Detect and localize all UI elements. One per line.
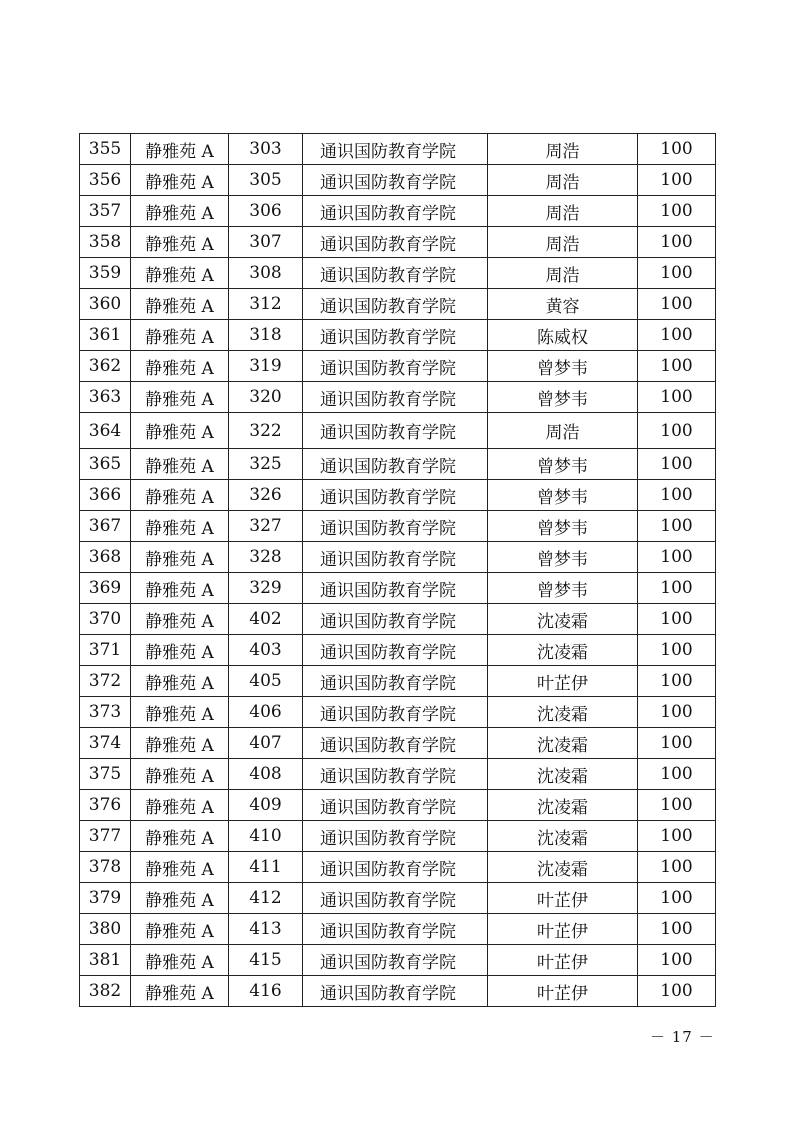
score-cell: 100 [638,883,716,914]
building-cell: 静雅苑 A [131,852,229,883]
building-cell: 静雅苑 A [131,196,229,227]
score-cell: 100 [638,604,716,635]
building-cell: 静雅苑 A [131,914,229,945]
school-cell: 通识国防教育学院 [303,382,488,413]
table-row [80,883,716,914]
inspector-name-cell: 沈凌霜 [488,604,638,635]
building-cell: 静雅苑 A [131,511,229,542]
school-cell: 通识国防教育学院 [303,852,488,883]
inspector-name-cell: 沈凌霜 [488,697,638,728]
row-index-cell: 381 [80,945,131,976]
building-cell: 静雅苑 A [131,759,229,790]
table-row [80,697,716,728]
table-row [80,728,716,759]
room-number-cell: 406 [229,697,303,728]
score-cell: 100 [638,196,716,227]
row-index-cell: 359 [80,258,131,289]
inspector-name-cell: 曾梦韦 [488,542,638,573]
table-row [80,320,716,351]
room-number-cell: 411 [229,852,303,883]
room-number-cell: 326 [229,480,303,511]
row-index-cell: 368 [80,542,131,573]
building-cell: 静雅苑 A [131,821,229,852]
score-cell: 100 [638,382,716,413]
table-row [80,511,716,542]
score-cell: 100 [638,258,716,289]
building-cell: 静雅苑 A [131,697,229,728]
score-cell: 100 [638,289,716,320]
score-cell: 100 [638,790,716,821]
row-index-cell: 360 [80,289,131,320]
inspector-name-cell: 沈凌霜 [488,790,638,821]
table-row [80,945,716,976]
room-number-cell: 329 [229,573,303,604]
room-number-cell: 306 [229,196,303,227]
score-cell: 100 [638,728,716,759]
school-cell: 通识国防教育学院 [303,790,488,821]
score-cell: 100 [638,759,716,790]
table-row [80,759,716,790]
room-number-cell: 409 [229,790,303,821]
school-cell: 通识国防教育学院 [303,413,488,449]
table-row [80,413,716,449]
table-row [80,666,716,697]
row-index-cell: 364 [80,413,131,449]
school-cell: 通识国防教育学院 [303,759,488,790]
building-cell: 静雅苑 A [131,449,229,480]
school-cell: 通识国防教育学院 [303,134,488,165]
building-cell: 静雅苑 A [131,351,229,382]
score-cell: 100 [638,976,716,1007]
inspector-name-cell: 沈凌霜 [488,635,638,666]
school-cell: 通识国防教育学院 [303,511,488,542]
row-index-cell: 375 [80,759,131,790]
score-cell: 100 [638,320,716,351]
table-row [80,790,716,821]
score-cell: 100 [638,227,716,258]
school-cell: 通识国防教育学院 [303,196,488,227]
room-number-cell: 413 [229,914,303,945]
dormitory-table-container [79,133,715,1007]
inspector-name-cell: 叶芷伊 [488,666,638,697]
row-index-cell: 370 [80,604,131,635]
building-cell: 静雅苑 A [131,227,229,258]
room-number-cell: 415 [229,945,303,976]
inspector-name-cell: 黄容 [488,289,638,320]
building-cell: 静雅苑 A [131,573,229,604]
table-row [80,134,716,165]
table-row [80,449,716,480]
row-index-cell: 365 [80,449,131,480]
school-cell: 通识国防教育学院 [303,697,488,728]
room-number-cell: 407 [229,728,303,759]
school-cell: 通识国防教育学院 [303,728,488,759]
school-cell: 通识国防教育学院 [303,604,488,635]
building-cell: 静雅苑 A [131,542,229,573]
school-cell: 通识国防教育学院 [303,914,488,945]
room-number-cell: 328 [229,542,303,573]
inspector-name-cell: 周浩 [488,227,638,258]
score-cell: 100 [638,666,716,697]
row-index-cell: 372 [80,666,131,697]
building-cell: 静雅苑 A [131,480,229,511]
building-cell: 静雅苑 A [131,976,229,1007]
score-cell: 100 [638,480,716,511]
school-cell: 通识国防教育学院 [303,165,488,196]
room-number-cell: 412 [229,883,303,914]
row-index-cell: 363 [80,382,131,413]
building-cell: 静雅苑 A [131,413,229,449]
room-number-cell: 308 [229,258,303,289]
row-index-cell: 357 [80,196,131,227]
row-index-cell: 380 [80,914,131,945]
table-row [80,196,716,227]
inspector-name-cell: 周浩 [488,196,638,227]
building-cell: 静雅苑 A [131,289,229,320]
room-number-cell: 319 [229,351,303,382]
inspector-name-cell: 叶芷伊 [488,945,638,976]
room-number-cell: 405 [229,666,303,697]
table-row [80,914,716,945]
row-index-cell: 379 [80,883,131,914]
building-cell: 静雅苑 A [131,945,229,976]
table-row [80,542,716,573]
school-cell: 通识国防教育学院 [303,883,488,914]
row-index-cell: 358 [80,227,131,258]
table-row [80,165,716,196]
dormitory-score-table [79,133,716,1007]
inspector-name-cell: 周浩 [488,165,638,196]
inspector-name-cell: 曾梦韦 [488,511,638,542]
inspector-name-cell: 周浩 [488,413,638,449]
building-cell: 静雅苑 A [131,382,229,413]
table-row [80,635,716,666]
score-cell: 100 [638,449,716,480]
table-body [80,134,716,1007]
table-row [80,821,716,852]
room-number-cell: 320 [229,382,303,413]
school-cell: 通识国防教育学院 [303,449,488,480]
table-row [80,852,716,883]
school-cell: 通识国防教育学院 [303,320,488,351]
school-cell: 通识国防教育学院 [303,542,488,573]
page-number: － 17 － [650,1028,715,1046]
score-cell: 100 [638,542,716,573]
score-cell: 100 [638,914,716,945]
inspector-name-cell: 曾梦韦 [488,480,638,511]
row-index-cell: 356 [80,165,131,196]
building-cell: 静雅苑 A [131,666,229,697]
room-number-cell: 403 [229,635,303,666]
row-index-cell: 377 [80,821,131,852]
inspector-name-cell: 叶芷伊 [488,883,638,914]
building-cell: 静雅苑 A [131,790,229,821]
building-cell: 静雅苑 A [131,635,229,666]
row-index-cell: 355 [80,134,131,165]
table-row [80,258,716,289]
row-index-cell: 361 [80,320,131,351]
room-number-cell: 312 [229,289,303,320]
school-cell: 通识国防教育学院 [303,821,488,852]
inspector-name-cell: 曾梦韦 [488,351,638,382]
building-cell: 静雅苑 A [131,604,229,635]
table-row [80,382,716,413]
row-index-cell: 382 [80,976,131,1007]
inspector-name-cell: 曾梦韦 [488,573,638,604]
school-cell: 通识国防教育学院 [303,945,488,976]
inspector-name-cell: 曾梦韦 [488,382,638,413]
school-cell: 通识国防教育学院 [303,258,488,289]
room-number-cell: 402 [229,604,303,635]
inspector-name-cell: 沈凌霜 [488,852,638,883]
room-number-cell: 327 [229,511,303,542]
table-row [80,604,716,635]
row-index-cell: 373 [80,697,131,728]
building-cell: 静雅苑 A [131,134,229,165]
row-index-cell: 369 [80,573,131,604]
score-cell: 100 [638,165,716,196]
inspector-name-cell: 沈凌霜 [488,728,638,759]
score-cell: 100 [638,821,716,852]
building-cell: 静雅苑 A [131,320,229,351]
room-number-cell: 325 [229,449,303,480]
school-cell: 通识国防教育学院 [303,573,488,604]
row-index-cell: 366 [80,480,131,511]
table-row [80,351,716,382]
school-cell: 通识国防教育学院 [303,976,488,1007]
school-cell: 通识国防教育学院 [303,635,488,666]
inspector-name-cell: 叶芷伊 [488,914,638,945]
score-cell: 100 [638,351,716,382]
building-cell: 静雅苑 A [131,728,229,759]
row-index-cell: 374 [80,728,131,759]
school-cell: 通识国防教育学院 [303,227,488,258]
room-number-cell: 303 [229,134,303,165]
inspector-name-cell: 叶芷伊 [488,976,638,1007]
row-index-cell: 362 [80,351,131,382]
building-cell: 静雅苑 A [131,883,229,914]
school-cell: 通识国防教育学院 [303,289,488,320]
row-index-cell: 367 [80,511,131,542]
score-cell: 100 [638,573,716,604]
building-cell: 静雅苑 A [131,258,229,289]
room-number-cell: 307 [229,227,303,258]
school-cell: 通识国防教育学院 [303,666,488,697]
inspector-name-cell: 曾梦韦 [488,449,638,480]
row-index-cell: 378 [80,852,131,883]
table-row [80,976,716,1007]
inspector-name-cell: 沈凌霜 [488,759,638,790]
inspector-name-cell: 沈凌霜 [488,821,638,852]
row-index-cell: 376 [80,790,131,821]
row-index-cell: 371 [80,635,131,666]
room-number-cell: 416 [229,976,303,1007]
score-cell: 100 [638,697,716,728]
inspector-name-cell: 周浩 [488,258,638,289]
room-number-cell: 305 [229,165,303,196]
room-number-cell: 318 [229,320,303,351]
table-row [80,289,716,320]
school-cell: 通识国防教育学院 [303,351,488,382]
room-number-cell: 410 [229,821,303,852]
room-number-cell: 322 [229,413,303,449]
score-cell: 100 [638,635,716,666]
table-row [80,480,716,511]
inspector-name-cell: 陈威权 [488,320,638,351]
building-cell: 静雅苑 A [131,165,229,196]
school-cell: 通识国防教育学院 [303,480,488,511]
inspector-name-cell: 周浩 [488,134,638,165]
room-number-cell: 408 [229,759,303,790]
score-cell: 100 [638,511,716,542]
table-row [80,573,716,604]
score-cell: 100 [638,134,716,165]
score-cell: 100 [638,413,716,449]
table-row [80,227,716,258]
score-cell: 100 [638,852,716,883]
score-cell: 100 [638,945,716,976]
